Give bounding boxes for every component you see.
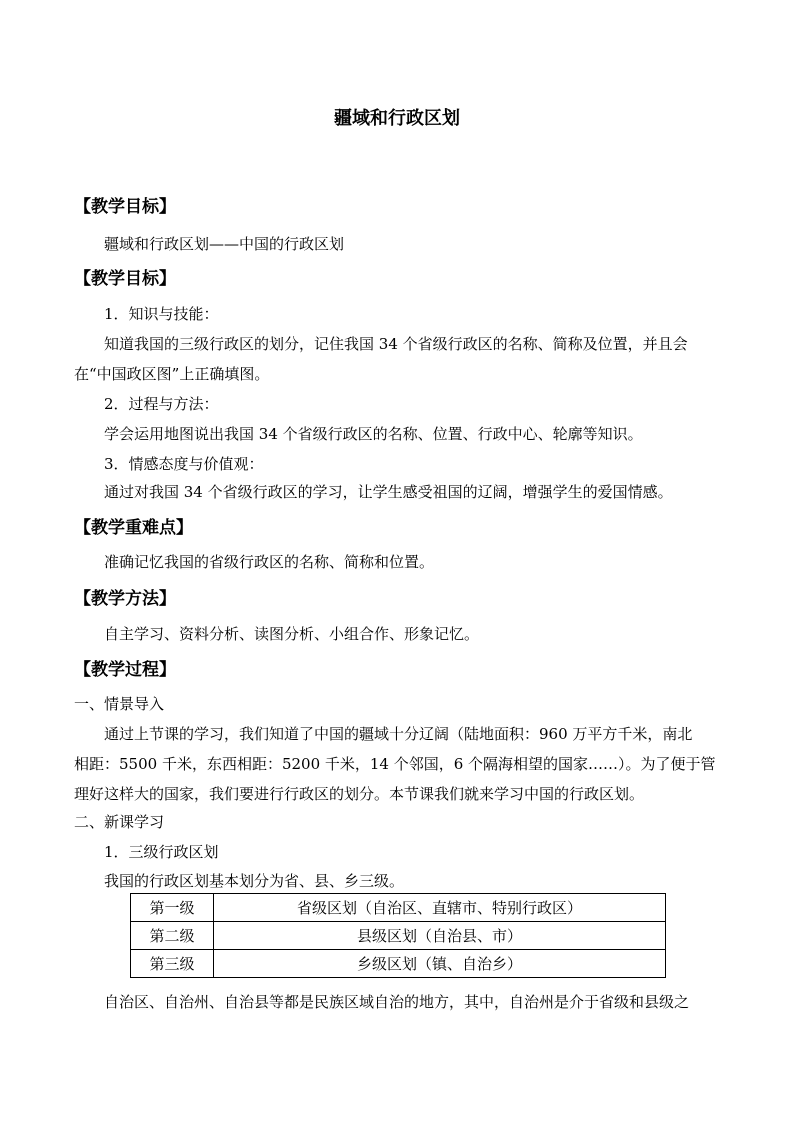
- page-title: 疆域和行政区划: [334, 108, 460, 129]
- desc-cell: 乡级区划（镇、自治乡）: [214, 950, 666, 978]
- sub-three-levels: 1．三级行政区划: [104, 843, 219, 861]
- level-cell: 第三级: [131, 950, 214, 978]
- item-process-text: 学会运用地图说出我国 34 个省级行政区的名称、位置、行政中心、轮廓等知识。: [104, 425, 643, 443]
- goal-text: 疆域和行政区划——中国的行政区划: [104, 235, 345, 253]
- key-points-text: 准确记忆我国的省级行政区的名称、简称和位置。: [104, 553, 435, 571]
- sub-three-levels-text: 我国的行政区划基本划分为省、县、乡三级。: [104, 872, 405, 890]
- part-intro-text-b: 相距：5500 千米，东西相距：5200 千米，14 个邻国，6 个隔海相望的国家……）。为了便于管: [74, 755, 716, 773]
- heading-teaching-method: 【教学方法】: [74, 589, 176, 609]
- heading-teaching-process: 【教学过程】: [74, 660, 176, 680]
- item-attitude-text: 通过对我国 34 个省级行政区的学习，让学生感受祖国的辽阔，增强学生的爱国情感。: [104, 483, 673, 501]
- autonomy-text: 自治区、自治州、自治县等都是民族区域自治的地方，其中，自治州是介于省级和县级之: [104, 993, 690, 1011]
- table-row: [131, 922, 666, 950]
- level-cell: 第二级: [131, 922, 214, 950]
- item-knowledge: 1．知识与技能：: [104, 305, 219, 323]
- heading-key-points: 【教学重难点】: [74, 518, 193, 538]
- item-attitude: 3．情感态度与价值观：: [104, 455, 264, 473]
- table-row: [131, 950, 666, 978]
- desc-cell: 省级区划（自治区、直辖市、特别行政区）: [214, 894, 666, 922]
- part-intro-text-a: 通过上节课的学习，我们知道了中国的疆域十分辽阔（陆地面积：960 万平方千米，南北: [104, 725, 693, 743]
- level-cell: 第一级: [131, 894, 214, 922]
- part-new-lesson: 二、新课学习: [74, 813, 165, 831]
- part-intro-text-c: 理好这样大的国家，我们要进行行政区的划分。本节课我们就来学习中国的行政区划。: [74, 785, 645, 803]
- item-knowledge-text-b: 在“中国政区图”上正确填图。: [74, 365, 270, 383]
- table-row: [131, 894, 666, 922]
- part-intro: 一、情景导入: [74, 695, 165, 713]
- item-process: 2．过程与方法：: [104, 395, 219, 413]
- desc-cell: 县级区划（自治县、市）: [214, 922, 666, 950]
- heading-teaching-goal-2: 【教学目标】: [74, 269, 176, 289]
- admin-levels-table: [130, 893, 666, 978]
- teaching-method-text: 自主学习、资料分析、读图分析、小组合作、形象记忆。: [104, 625, 480, 643]
- heading-teaching-goal: 【教学目标】: [74, 197, 176, 217]
- item-knowledge-text-a: 知道我国的三级行政区的划分，记住我国 34 个省级行政区的名称、简称及位置，并且会: [104, 335, 688, 353]
